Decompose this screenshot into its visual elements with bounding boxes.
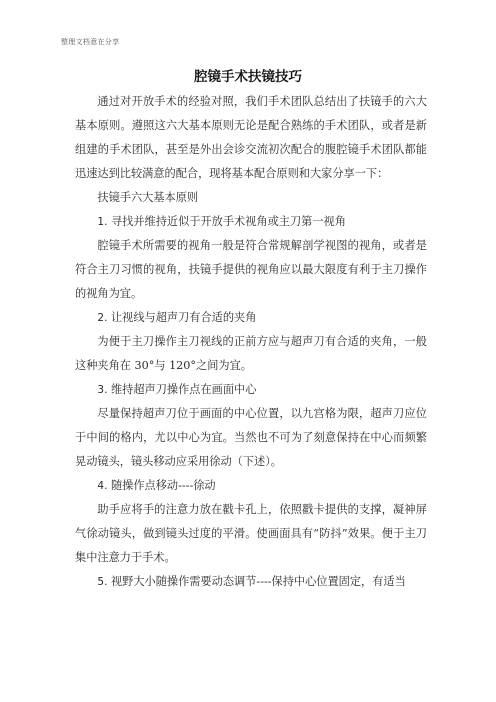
item-3-heading — [75, 378, 427, 402]
item-4-heading — [75, 474, 427, 498]
document-title: 腔镜手术扶镜技巧 — [194, 69, 302, 85]
item-2-heading — [75, 306, 427, 330]
item-5-heading — [75, 570, 427, 594]
item-3-body: 尽量保持超声刀位于画面的中心位置，以九宫格为限，超声刀应位于中间的格内，尤以中心为宜。当然也不可为了刻意保持在中心而频繁晃动镜头，镜头移动应采用徐动（下述）。 — [75, 407, 427, 468]
item-1-heading-text: 寻找并维持近似于开放手术视角或主刀第一视角 — [110, 215, 346, 228]
item-2-body: 为便于主刀操作主刀视线的正前方应与超声刀有合适的夹角，一般这种夹角在 30°与 120°之间为宜。 — [75, 335, 427, 372]
item-2-number: 2. — [97, 312, 108, 324]
item-5-number: 5. — [97, 576, 108, 588]
item-4-heading-text: 随操作点移动----徐动 — [110, 479, 216, 492]
item-1-number: 1. — [97, 216, 108, 228]
item-4-number: 4. — [97, 480, 108, 492]
item-1-body: 腔镜手术所需要的视角一般是符合常规解剖学视图的视角，或者是符合主刀习惯的视角，扶镜手提供的视角应以最大限度有利于主刀操作的视角为宜。 — [75, 239, 427, 300]
document-body — [75, 90, 427, 594]
item-1-heading — [75, 210, 427, 234]
intro-paragraph: 通过对开放手术的经验对照，我们手术团队总结出了扶镜手的六大基本原则。遵照这六大基本原则无论是配合熟练的手术团队，或者是新组建的手术团队，甚至是外出会诊交流初次配合的腹腔镜手术团队都能迅速达到比较满意的配合，现将基本配合原则和大家分享一下： — [75, 95, 427, 180]
item-3-heading-text: 维持超声刀操作点在画面中心 — [110, 383, 257, 396]
item-4-body: 助手应将手的注意力放在戳卡孔上，依照戳卡提供的支撑，凝神屏气徐动镜头，做到镜头过度的平滑。使画面具有“防抖”效果。便于主刀集中注意力于手术。 — [75, 503, 427, 564]
item-3-number: 3. — [97, 384, 108, 396]
section-heading: 扶镜手六大基本原则 — [97, 191, 199, 204]
item-5-heading-text: 视野大小随操作需要动态调节----保持中心位置固定，有适当 — [110, 575, 406, 588]
item-2-heading-text: 让视线与超声刀有合适的夹角 — [110, 311, 257, 324]
page-header: 整理文档意在分享 — [61, 38, 120, 46]
